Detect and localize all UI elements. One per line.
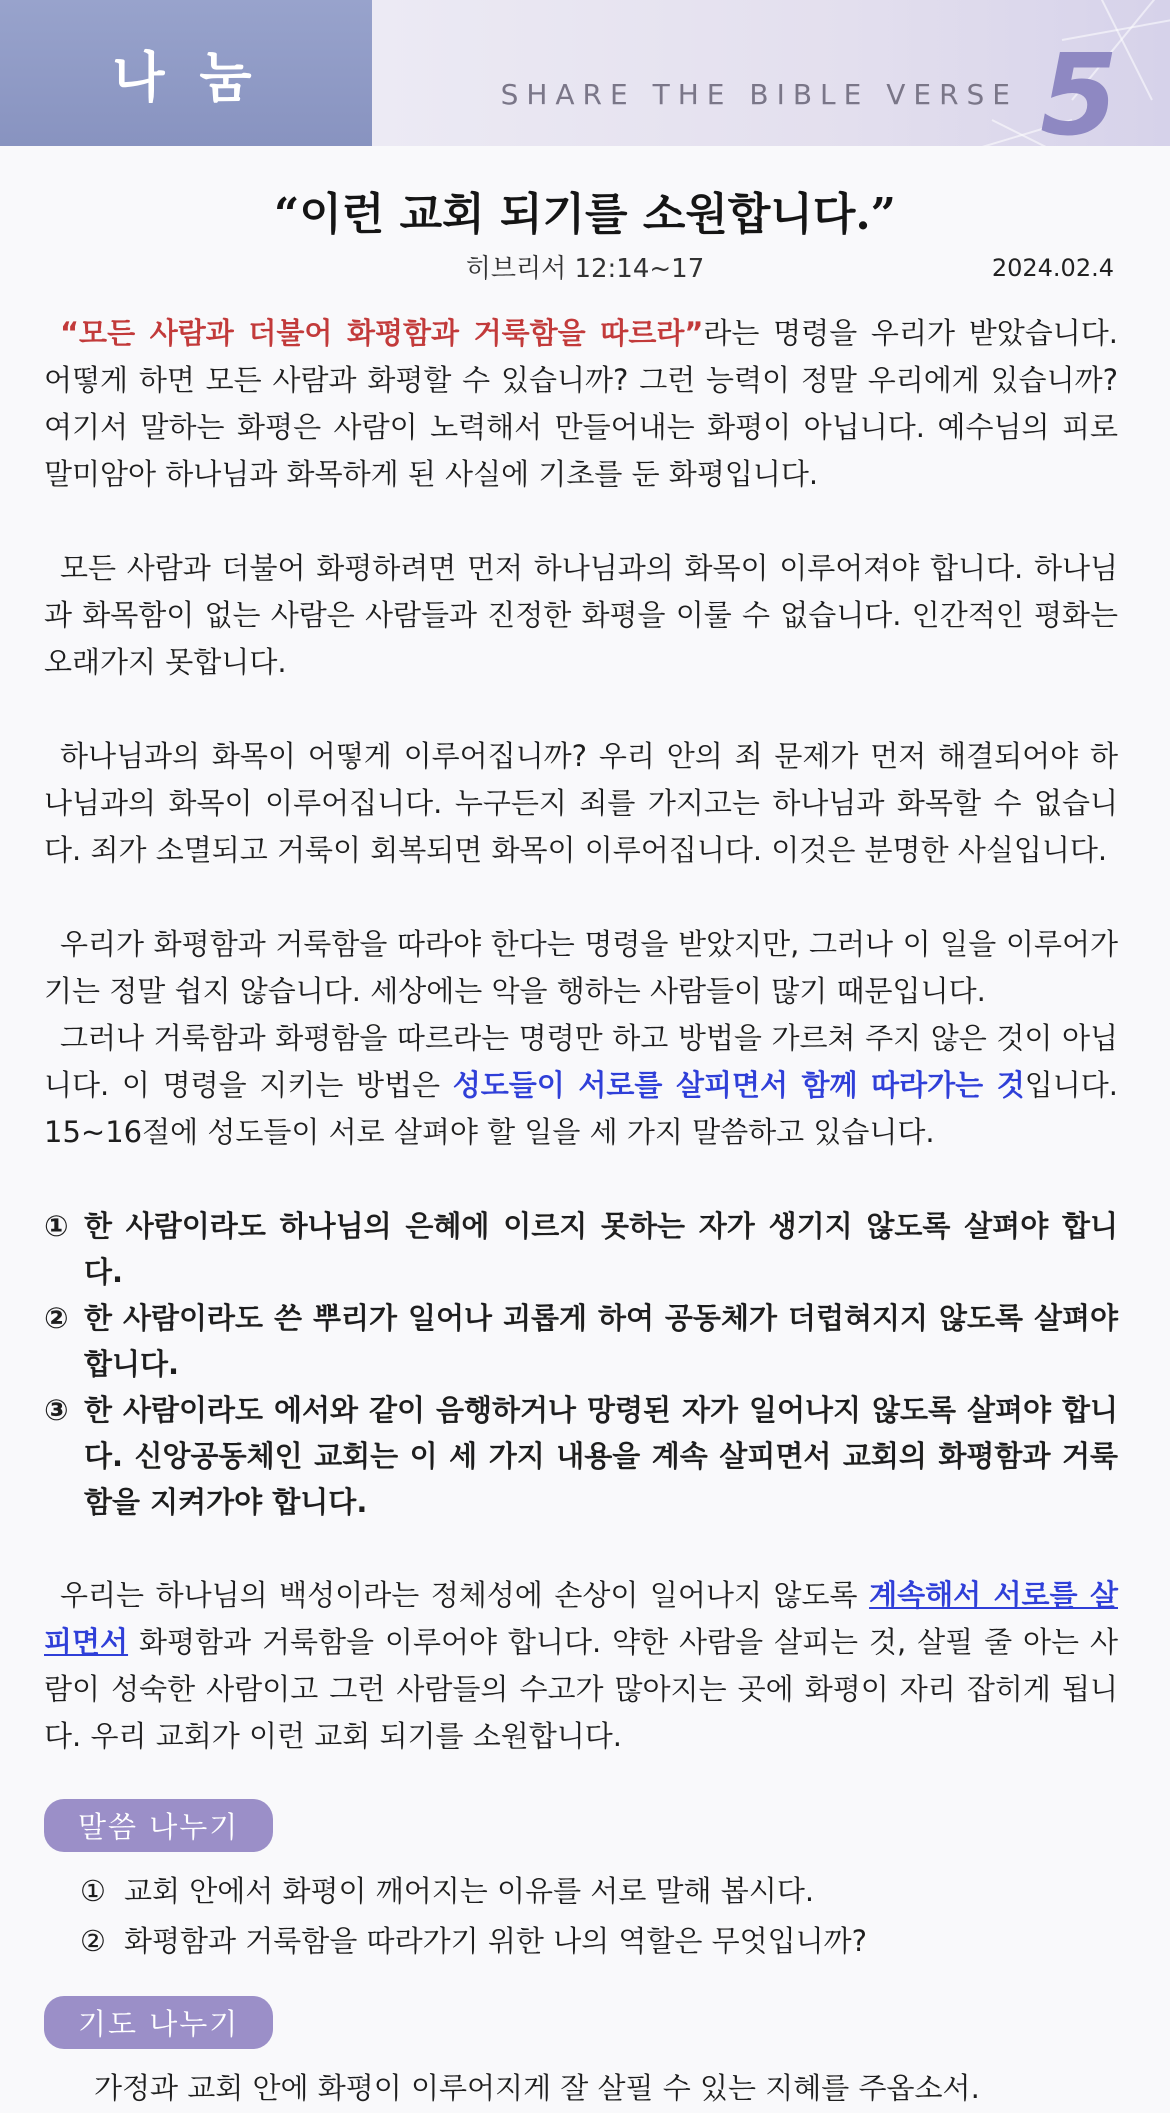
question-list [80, 1866, 1118, 1966]
points-list [44, 1203, 1118, 1525]
word-sharing-section [44, 1799, 1118, 1966]
sermon-body [44, 310, 1118, 2113]
paragraph-1: “모든 사람과 더불어 화평함과 거룩함을 따르라”라는 명령을 우리가 받았습니다. 어떻게 하면 모든 사람과 화평할 수 있습니까? 그런 능력이 정말 우리에게 있습니까? 여기서 말하는 화평은 사람이 노력해서 만들어내는 화평이 아닙니다. 예수님의 피로 말미암아 하나님과 화목하게 된 사실에 기초를 둔 화평입니다. [44, 316, 1118, 491]
sermon-title: “이런 교회 되기를 소원합니다.” [274, 189, 896, 240]
prayer-sharing-label: 기도 나누기 [44, 1996, 273, 2049]
highlight-underlined: 계속해서 서로를 살피면서 [44, 1578, 1118, 1659]
paragraph-3: 하나님과의 화목이 어떻게 이루어집니까? 우리 안의 죄 문제가 먼저 해결되어야 하나님과의 화목이 이루어집니다. 누구든지 죄를 가지고는 하나님과 화목할 수 없습니다. 죄가 소멸되고 거룩이 회복되면 화목이 이루어집니다. 이것은 분명한 사실입니다. [44, 739, 1118, 867]
word-sharing-label: 말씀 나누기 [44, 1799, 273, 1852]
list-item: ② 한 사람이라도 쓴 뿌리가 일어나 괴롭게 하여 공동체가 더럽혀지지 않도록 살펴야 합니다. [44, 1301, 1118, 1381]
prayer-sharing-section [44, 1996, 1118, 2113]
header-subtitle: SHARE THE BIBLE VERSE [500, 78, 1018, 111]
issue-number: 5 [1040, 31, 1118, 146]
section-tab: 나 눔 [0, 0, 372, 146]
question-item: ① 교회 안에서 화평이 깨어지는 이유를 서로 말해 봅시다. [80, 1874, 815, 1908]
paragraph-2: 모든 사람과 더불어 화평하려면 먼저 하나님과의 화목이 이루어져야 합니다. 하나님과 화목함이 없는 사람은 사람들과 진정한 화평을 이룰 수 없습니다. 인간적인 평화는 오래가지 못합니다. [44, 551, 1118, 679]
highlight-quote: “모든 사람과 더불어 화평함과 거룩함을 따르라” [60, 316, 704, 350]
header [0, 0, 1170, 146]
paragraph-5: 우리는 하나님의 백성이라는 정체성에 손상이 일어나지 않도록 계속해서 서로를 살피면서 화평함과 거룩함을 이루어야 합니다. 약한 사람을 살피는 것, 살필 줄 아는 사람이 성숙한 사람이고 그런 사람들의 수고가 많아지는 곳에 화평이 자리 잡히게 됩니다. 우리 교회가 이런 교회 되기를 소원합니다. [44, 1578, 1118, 1753]
question-item: ② 화평함과 거룩함을 따라가기 위한 나의 역할은 무엇입니까? [80, 1924, 868, 1958]
list-item: ① 한 사람이라도 하나님의 은혜에 이르지 못하는 자가 생기지 않도록 살펴야 합니다. [44, 1209, 1118, 1289]
prayer-text: 가정과 교회 안에 화평이 이루어지게 잘 살필 수 있는 지혜를 주옵소서. [94, 2071, 980, 2105]
highlight-method: 성도들이 서로를 살피면서 함께 따라가는 것 [452, 1068, 1025, 1102]
scripture-reference: 히브리서 12:14~17 [465, 254, 705, 284]
header-band [372, 0, 1170, 146]
list-item: ③ 한 사람이라도 에서와 같이 음행하거나 망령된 자가 일어나지 않도록 살펴야 합니다. 신앙공동체인 교회는 이 세 가지 내용을 계속 살피면서 교회의 화평함과 거룩함을 지켜가야 합니다. [44, 1393, 1118, 1519]
date: 2024.02.4 [991, 254, 1114, 282]
paragraph-4: 우리가 화평함과 거룩함을 따라야 한다는 명령을 받았지만, 그러나 이 일을 이루어가기는 정말 쉽지 않습니다. 세상에는 악을 행하는 사람들이 많기 때문입니다. 그러나 거룩함과 화평함을 따르라는 명령만 하고 방법을 가르쳐 주지 않은 것이 아닙니다. 이 명령을 지키는 방법은 성도들이 서로를 살피면서 함께 따라가는 것입니다. 15~16절에 성도들이 서로 살펴야 할 일을 세 가지 말씀하고 있습니다. [44, 927, 1119, 1149]
